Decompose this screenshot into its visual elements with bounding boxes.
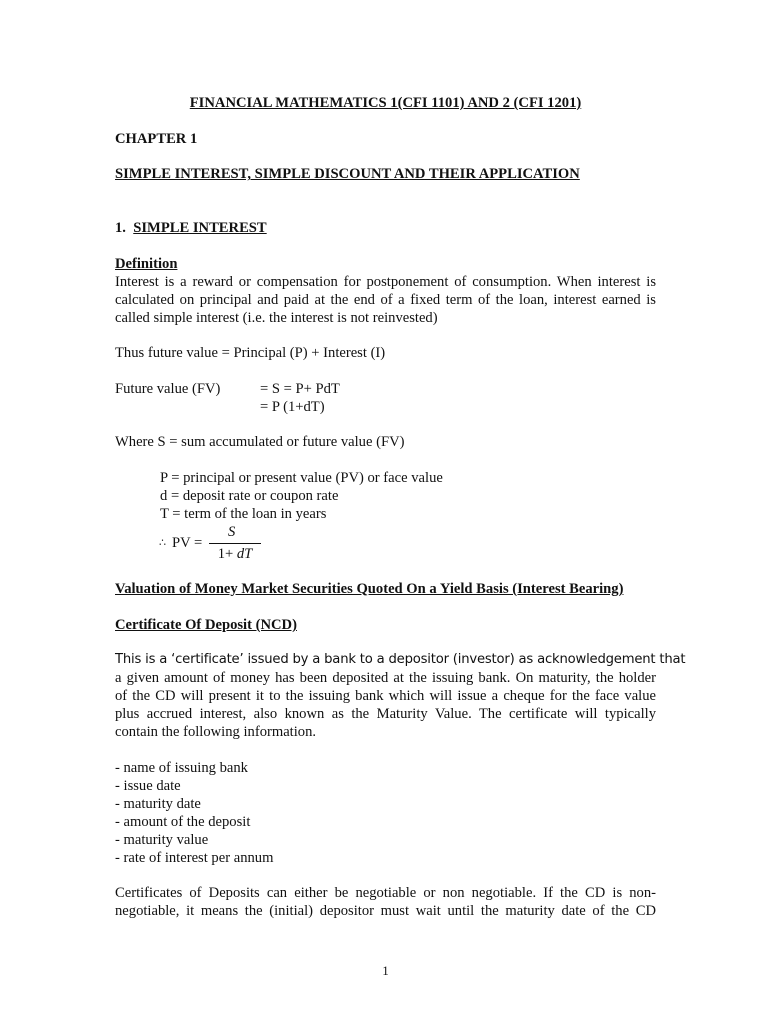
thus-line: Thus future value = Principal (P) + Interest (I)	[115, 345, 386, 361]
ncd-paragraph-line: of the CD will present it to the issuing bank which will issue a cheque for the face value	[115, 688, 656, 704]
info-list-item: - amount of the deposit	[115, 814, 251, 830]
variable-definition: d = deposit rate or coupon rate	[160, 488, 339, 504]
negotiable-paragraph-line: Certificates of Deposits can either be negotiable or non negotiable. If the CD is non-	[115, 885, 656, 901]
ncd-paragraph-line: a given amount of money has been deposited at the issuing bank. On maturity, the holder	[115, 670, 656, 686]
info-list-item: - maturity value	[115, 832, 209, 848]
pv-formula	[159, 521, 282, 562]
section-title: SIMPLE INTEREST	[133, 220, 267, 236]
pv-denominator: 1+ dT	[217, 546, 253, 562]
definition-heading: Definition	[115, 256, 178, 272]
pv-label: PV =	[172, 535, 203, 551]
info-list-item: - name of issuing bank	[115, 760, 248, 776]
pv-numerator: S	[228, 524, 236, 540]
info-list-item: - maturity date	[115, 796, 201, 812]
ncd-paragraph-line: This is a ‘certificate’ issued by a bank to a depositor (investor) as acknowledgement that	[115, 652, 686, 667]
document-page	[115, 0, 686, 1024]
ncd-paragraph-line: contain the following information.	[115, 724, 317, 740]
fv-equation-2: = P (1+dT)	[260, 399, 325, 415]
page-number: 1	[382, 963, 389, 978]
ncd-heading: Certificate Of Deposit (NCD)	[115, 617, 297, 633]
document-title: FINANCIAL MATHEMATICS 1(CFI 1101) AND 2 (CFI 1201)	[189, 95, 582, 111]
fv-label: Future value (FV)	[115, 381, 221, 397]
section-heading	[115, 219, 267, 237]
negotiable-paragraph-line: negotiable, it means the (initial) depositor must wait until the maturity date of the CD	[115, 903, 656, 919]
definition-line: Interest is a reward or compensation for postponement of consumption. When interest is	[115, 274, 656, 290]
valuation-heading: Valuation of Money Market Securities Quoted On a Yield Basis (Interest Bearing)	[115, 581, 624, 597]
info-list-item: - issue date	[115, 778, 181, 794]
variable-definition: P = principal or present value (PV) or face value	[160, 470, 443, 486]
therefore-symbol: ∴	[159, 537, 166, 549]
fraction-bar	[209, 543, 261, 544]
variable-definition: T = term of the loan in years	[160, 506, 327, 522]
fv-equation-1: = S = P+ PdT	[260, 381, 340, 397]
chapter-label: CHAPTER 1	[115, 131, 198, 147]
definition-line: called simple interest (i.e. the interest is not reinvested)	[115, 310, 438, 326]
where-line: Where S = sum accumulated or future value (FV)	[115, 434, 405, 450]
info-list-item: - rate of interest per annum	[115, 850, 274, 866]
definition-line: calculated on principal and paid at the end of a fixed term of the loan, interest earned is	[115, 292, 656, 308]
section-number: 1.	[115, 220, 126, 236]
ncd-paragraph-line: plus accrued interest, also known as the Maturity Value. The certificate will typically	[115, 706, 656, 722]
chapter-title: SIMPLE INTEREST, SIMPLE DISCOUNT AND THEIR APPLICATION	[115, 166, 580, 182]
